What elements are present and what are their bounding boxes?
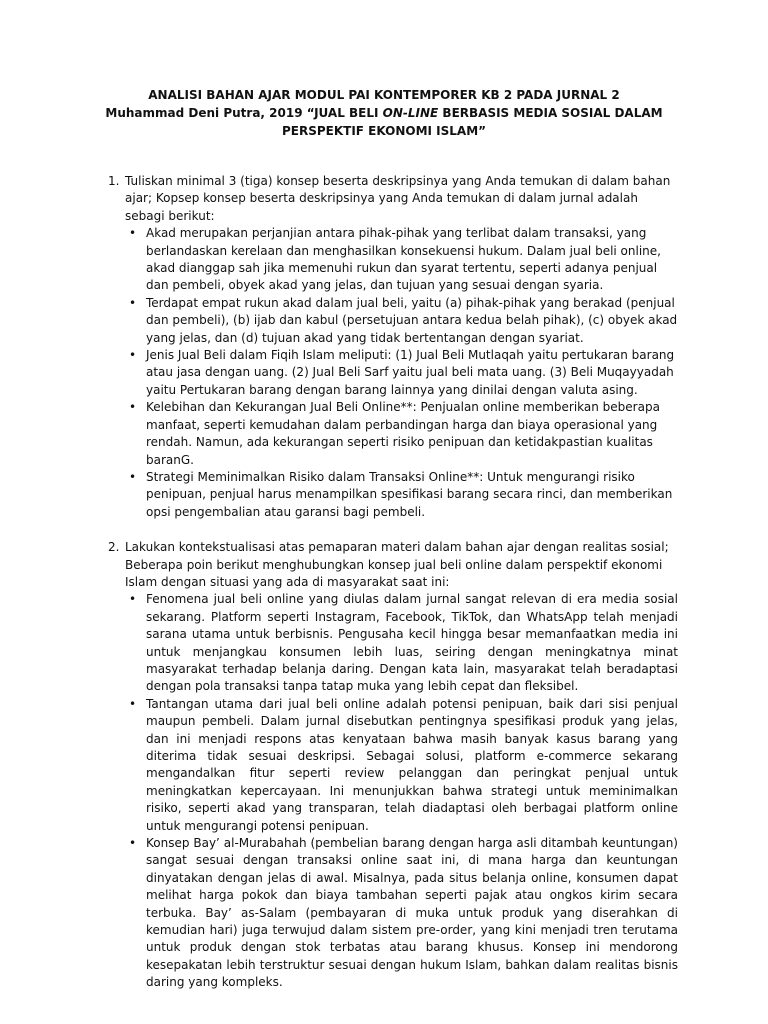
list-item [129,469,678,521]
bullet-icon: • [129,836,137,851]
document-title: ANALISI BAHAN AJAR MODUL PAI KONTEMPORER KB 2 PADA JURNAL 2 [148,88,620,102]
subtitle-suffix: BERBASIS MEDIA SOSIAL DALAM PERSPEKTIF EKONOMI ISLAM” [281,106,663,138]
question-2 [108,539,678,992]
list-item [129,696,678,835]
list-item-text: Terdapat empat rukun akad dalam jual beli, yaitu (a) pihak-pihak yang berakad (penjual dan pembeli), (b) ijab dan kabul (persetujuan antara kedua belah pihak), (c) obyek akad yang jelas, dan (d) tujuan akad yang tidak bertentangan dengan syariat. [146,295,678,345]
question-number: 1. [108,174,120,188]
list-item [129,399,678,469]
list-item-text: Tantangan utama dari jual beli online adalah potensi penipuan, baik dari sisi penjual maupun pembeli. Dalam jurnal disebutkan pentingnya spesifikasi produk yang jelas, dan ini menjadi respons atas kenyataan bahwa masih banyak kasus barang yang diterima tidak sesuai deskripsi. Sebagai solusi, platform e-commerce sekarang mengandalkan fitur seperti review pelanggan dan peringkat penjual untuk meningkatkan kepercayaan. Ini menunjukkan bahwa strategi untuk meminimalkan risiko, seperti akad yang transparan, telah diadaptasi oleh berbagai platform online untuk mengurangi potensi penipuan. [146,696,678,833]
bullet-icon: • [129,696,137,711]
question-1 [108,173,678,521]
subtitle-prefix: Muhammad Deni Putra, 2019 “JUAL BELI [105,106,383,120]
document-body [108,173,678,992]
bullet-icon: • [129,348,137,363]
bullet-icon: • [129,400,137,415]
bullet-icon: • [129,226,137,241]
bullet-icon: • [129,592,137,607]
document-subtitle [100,104,668,140]
list-item-text: Konsep Bay’ al-Murabahah (pembelian barang dengan harga asli ditambah keuntungan) sangat sesuai dengan transaksi online saat ini, di mana harga dan keuntungan dinyatakan dengan jelas di awal. Misalnya, pada situs belanja online, konsumen dapat melihat harga pokok dan biaya tambahan seperti pajak atau ongkos kirim secara terbuka. Bay’ as-Salam (pembayaran di muka untuk produk yang diserahkan di kemudian hari) juga terwujud dalam sistem pre-order, yang kini menjadi tren terutama untuk produk dengan stok terbatas atau barang khusus. Konsep ini mendorong kesepakatan lebih terstruktur sesuai dengan hukum Islam, bahkan dalam realitas bisnis daring yang kompleks. [146,836,678,990]
question-1-list [129,225,678,521]
document-header [100,86,668,140]
list-item [129,225,678,295]
list-item [129,347,678,399]
list-item-text: Kelebihan dan Kekurangan Jual Beli Online**: Penjualan online memberikan beberapa manfaat, seperti kemudahan dalam perbandingan harga dan biaya operasional yang rendah. Namun, ada kekurangan seperti risiko penipuan dan ketidakpastian kualitas baranG. [146,400,660,467]
list-item-text: Akad merupakan perjanjian antara pihak-pihak yang terlibat dalam transaksi, yang berlandaskan kerelaan dan menghasilkan konsekuensi hukum. Dalam jual beli online, akad dianggap sah jika memenuhi rukun dan syarat tertentu, seperti adanya penjual dan pembeli, obyek akad yang jelas, dan tujuan yang sesuai dengan syaria. [146,226,661,293]
list-item [129,295,678,347]
bullet-icon: • [129,469,137,484]
list-item-text: Strategi Meminimalkan Risiko dalam Transaksi Online**: Untuk mengurangi risiko penipuan, penjual harus menampilkan spesifikasi barang secara rinci, dan memberikan opsi pengembalian atau garansi bagi pembeli. [146,469,673,519]
bullet-icon: • [129,295,137,310]
subtitle-italic: ON-LINE [382,106,439,120]
question-prompt: Tuliskan minimal 3 (tiga) konsep beserta deskripsinya yang Anda temukan di dalam bahan ajar; Kopsep konsep beserta deskripsinya yang Anda temukan di dalam jurnal adalah sebagi berikut: [125,174,671,223]
list-item-text: Fenomena jual beli online yang diulas dalam jurnal sangat relevan di era media sosial sekarang. Platform seperti Instagram, Facebook, TikTok, dan WhatsApp telah menjadi sarana utama untuk berbisnis. Pengusaha kecil hingga besar memanfaatkan media ini untuk menjangkau konsumen lebih luas, seiring dengan meningkatnya minat masyarakat terhadap belanja daring. Dengan kata lain, masyarakat telah beradaptasi dengan pola transaksi tanpa tatap muka yang lebih cepat dan fleksibel. [146,592,678,694]
list-item [129,591,678,695]
list-item-text: Jenis Jual Beli dalam Fiqih Islam meliputi: (1) Jual Beli Mutlaqah yaitu pertukaran barang atau jasa dengan uang. (2) Jual Beli Sarf yaitu jual beli mata uang. (3) Beli Muqayyadah yaitu Pertukaran barang dengan barang lainnya yang dinilai dengan valuta asing. [146,348,675,397]
question-prompt: Lakukan kontekstualisasi atas pemaparan materi dalam bahan ajar dengan realitas sosial; Beberapa poin berikut menghubungkan konsep jual beli online dalam perspektif ekonomi Islam dengan situasi yang ada di masyarakat saat ini: [125,540,669,589]
question-number: 2. [108,540,120,555]
question-2-list [129,591,678,991]
list-item [129,835,678,992]
